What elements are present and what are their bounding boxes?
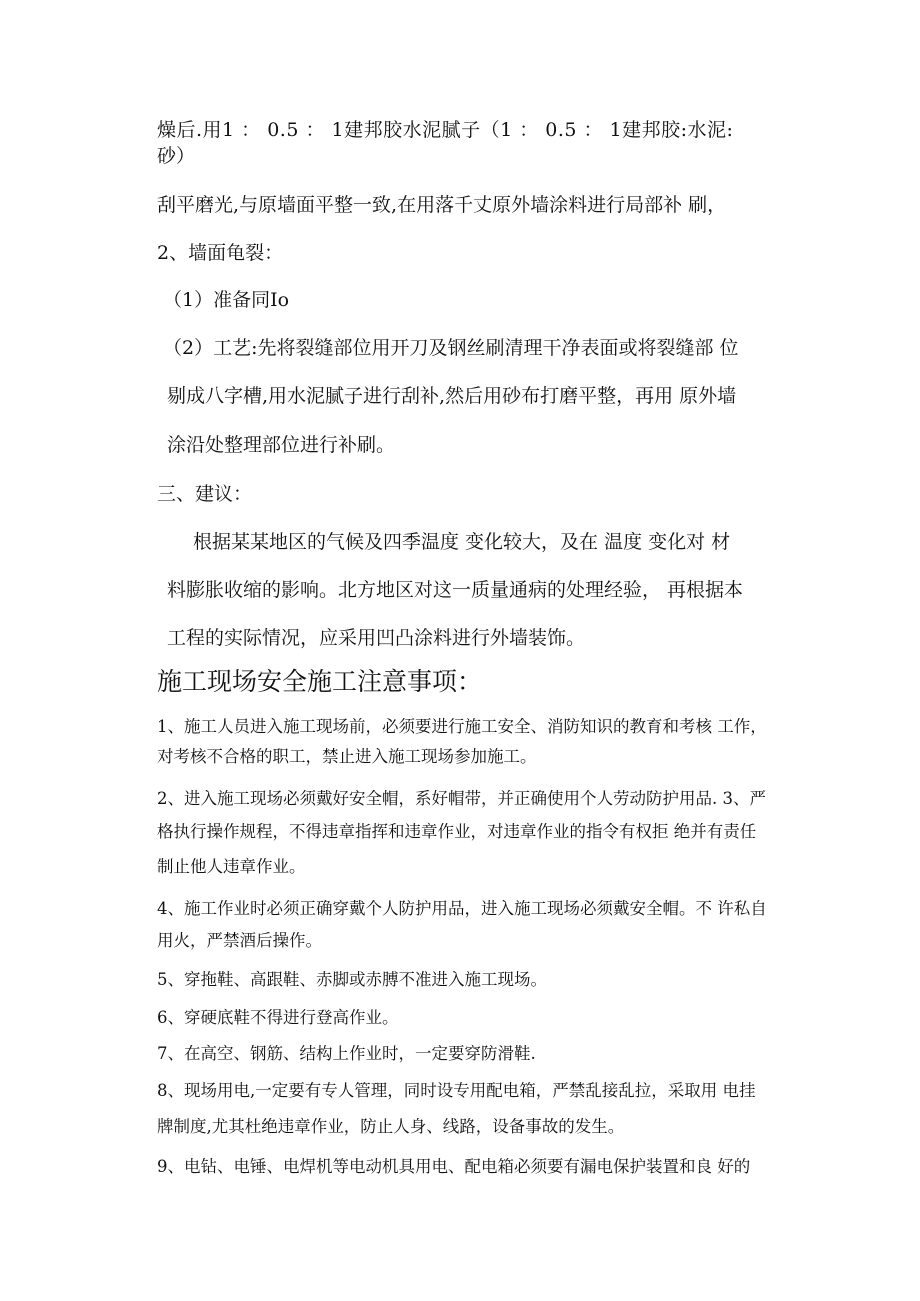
text-line: 9、电钻、电锤、电焊机等电动机具用电、配电箱必须要有漏电保护装置和良 好的 xyxy=(157,1157,751,1176)
text-line: 格执行操作规程，不得违章指挥和违章作业，对违章作业的指令有权拒 绝并有责任 xyxy=(157,822,757,841)
text-line: 8、现场用电,一定要有专人管理，同时设专用配电箱，严禁乱接乱拉，采取用 电挂 xyxy=(157,1081,756,1100)
text-line: 制止他人违章作业。 xyxy=(157,857,306,876)
text-line: 4、施工作业时必须正确穿戴个人防护用品，进入施工现场必须戴安全帽。不 许私自 xyxy=(157,899,767,918)
page-heading: 施工现场安全施工注意事项： xyxy=(157,667,483,696)
text-line: 根据某某地区的气候及四季温度 变化较大，及在 温度 变化对 材 xyxy=(193,531,731,553)
text-line: （2）工艺:先将裂缝部位用开刀及钢丝刷清理干净表面或将裂缝部 位 xyxy=(163,337,739,359)
text-line: 用火，严禁酒后操作。 xyxy=(157,931,322,950)
text-line: 剔成八字槽,用水泥腻子进行刮补,然后用砂布打磨平整，再用 原外墙 xyxy=(167,385,737,407)
text-line: 5、穿拖鞋、高跟鞋、赤脚或赤膊不准进入施工现场。 xyxy=(157,970,547,989)
text-line: 7、在高空、钢筋、结构上作业时，一定要穿防滑鞋. xyxy=(157,1044,536,1063)
text-line: 燥后.用1 ： 0.5 ： 1建邦胶水泥腻子（1 ： 0.5 ： 1建邦胶:水泥: xyxy=(157,119,734,141)
text-line: 涂沿处整理部位进行补刷。 xyxy=(167,434,396,456)
text-line: 2、墙面龟裂： xyxy=(157,242,284,264)
text-line: （1）准备同Io xyxy=(163,289,290,311)
text-line: 1、施工人员进入施工现场前，必须要进行施工安全、消防知识的教育和考核 工作， xyxy=(157,717,767,736)
text-line: 6、穿硬底鞋不得进行登高作业。 xyxy=(157,1008,399,1027)
text-line: 刮平磨光,与原墙面平整一致,在用落千丈原外墙涂料进行局部补 刷， xyxy=(157,194,727,216)
text-line: 料膨胀收缩的影响。北方地区对这一质量通病的处理经验， 再根据本 xyxy=(167,579,744,601)
section-heading: 三、建议： xyxy=(157,483,253,505)
text-line: 2、进入施工现场必须戴好安全帽，系好帽带，并正确使用个人劳动防护用品. 3、严 xyxy=(157,789,766,808)
text-line: 砂） xyxy=(157,145,196,167)
text-line: 工程的实际情况，应采用凹凸涂料进行外墙装饰。 xyxy=(167,627,586,649)
text-line: 对考核不合格的职工，禁止进入施工现场参加施工。 xyxy=(157,747,537,766)
text-line: 牌制度,尤其杜绝违章作业，防止人身、线路，设备事故的发生。 xyxy=(157,1117,625,1136)
